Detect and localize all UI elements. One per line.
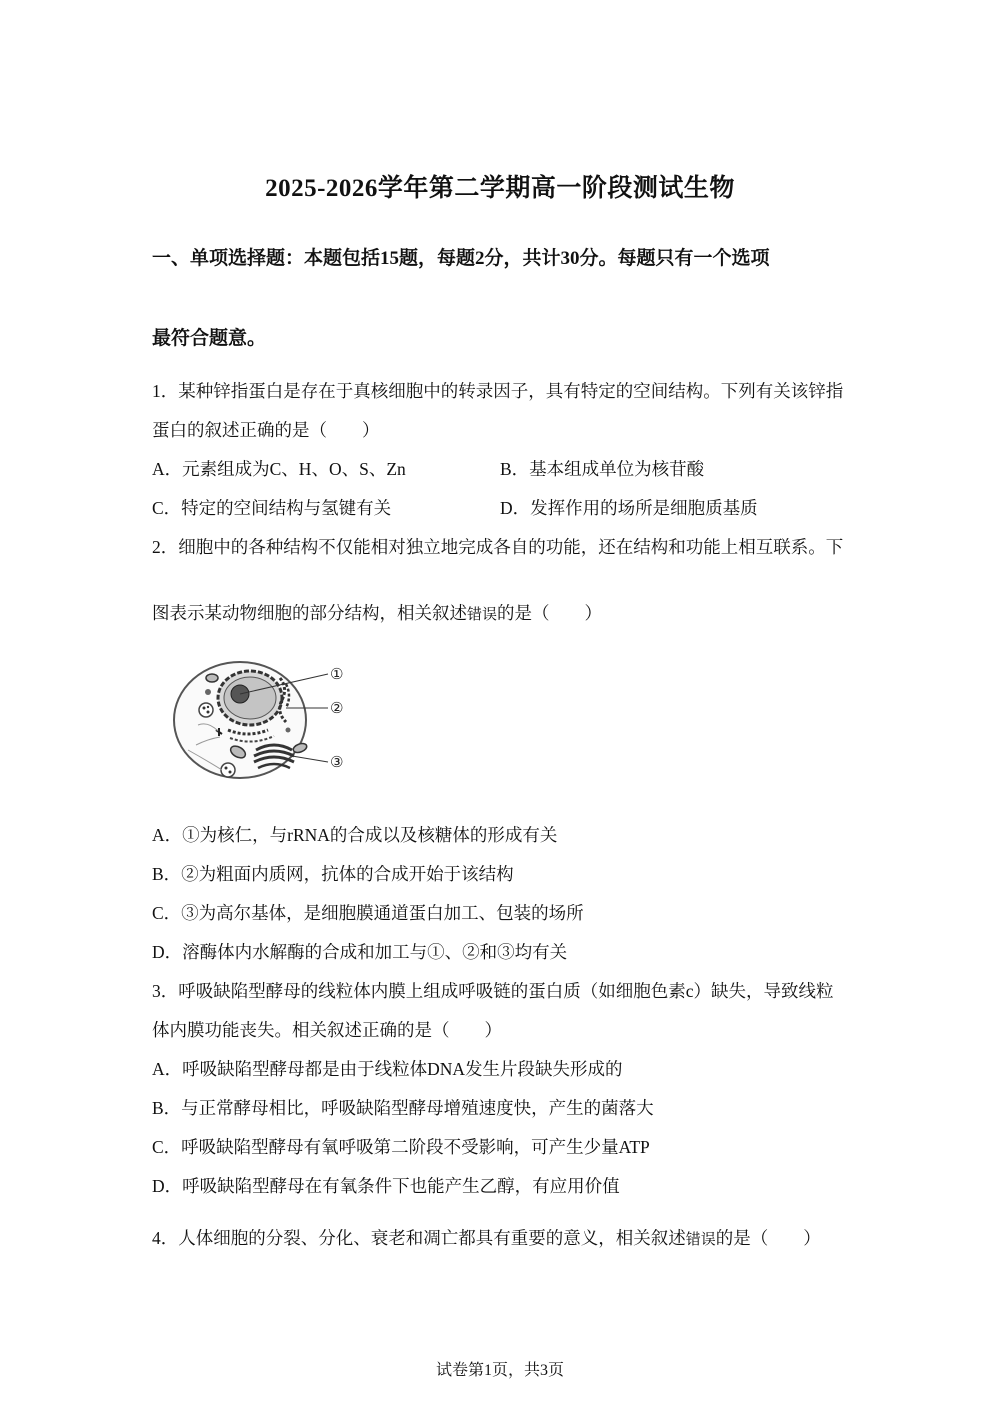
q1-stem-line1: 1．某种锌指蛋白是存在于真核细胞中的转录因子，具有特定的空间结构。下列有关该锌指 [152,381,844,401]
q2-option-d: D．溶酶体内水解酶的合成和加工与①、②和③均有关 [152,942,568,962]
q2-option-b: B．②为粗面内质网，抗体的合成开始于该结构 [152,864,514,884]
cell-diagram [168,650,348,785]
q3-option-d: D．呼吸缺陷型酵母在有氧条件下也能产生乙醇，有应用价值 [152,1176,620,1196]
q1-option-d: D．发挥作用的场所是细胞质基质 [500,498,758,518]
q3-option-b: B．与正常酵母相比，呼吸缺陷型酵母增殖速度快，产生的菌落大 [152,1098,654,1118]
q4-stem-tail: 的是（ ） [715,1228,821,1248]
cell-diagram-svg [168,650,348,785]
q3-stem-line1: 3．呼吸缺陷型酵母的线粒体内膜上组成呼吸链的蛋白质（如细胞色素c）缺失，导致线粒 [152,981,834,1001]
q2-option-a: A．①为核仁，与rRNA的合成以及核糖体的形成有关 [152,825,558,845]
q4-stem [152,1225,821,1250]
figure-label-1: ① [330,665,344,683]
section-heading-line1: 一、单项选择题：本题包括15题，每题2分，共计30分。每题只有一个选项 [152,248,770,269]
section-heading-line2: 最符合题意。 [152,328,267,349]
q2-option-c: C．③为高尔基体，是细胞膜通道蛋白加工、包装的场所 [152,903,584,923]
q4-stem-text: 4．人体细胞的分裂、分化、衰老和凋亡都具有重要的意义，相关叙述 [152,1228,686,1248]
q2-stem-text: 图表示某动物细胞的部分结构，相关叙述 [152,603,467,623]
q1-stem-line2: 蛋白的叙述正确的是（ ） [152,420,380,440]
q1-option-a: A．元素组成为C、H、O、S、Zn [152,459,406,479]
q2-stem-emphasis: 错误 [467,607,498,623]
q2-stem-line1: 2．细胞中的各种结构不仅能相对独立地完成各自的功能，还在结构和功能上相互联系。下 [152,537,844,557]
q1-option-b: B．基本组成单位为核苷酸 [500,459,705,479]
q2-stem-tail: 的是（ ） [497,603,603,623]
q3-stem-line2: 体内膜功能丧失。相关叙述正确的是（ ） [152,1020,502,1040]
q3-option-a: A．呼吸缺陷型酵母都是由于线粒体DNA发生片段缺失形成的 [152,1059,623,1079]
figure-label-2: ② [330,699,344,717]
q2-stem-line2 [152,600,602,625]
page-title: 2025-2026学年第二学期高一阶段测试生物 [265,175,735,202]
q1-option-c: C．特定的空间结构与氢键有关 [152,498,392,518]
q3-option-c: C．呼吸缺陷型酵母有氧呼吸第二阶段不受影响，可产生少量ATP [152,1137,650,1157]
q4-stem-emphasis: 错误 [685,1232,716,1248]
page-footer: 试卷第1页，共3页 [435,1362,564,1379]
figure-label-3: ③ [330,753,344,771]
